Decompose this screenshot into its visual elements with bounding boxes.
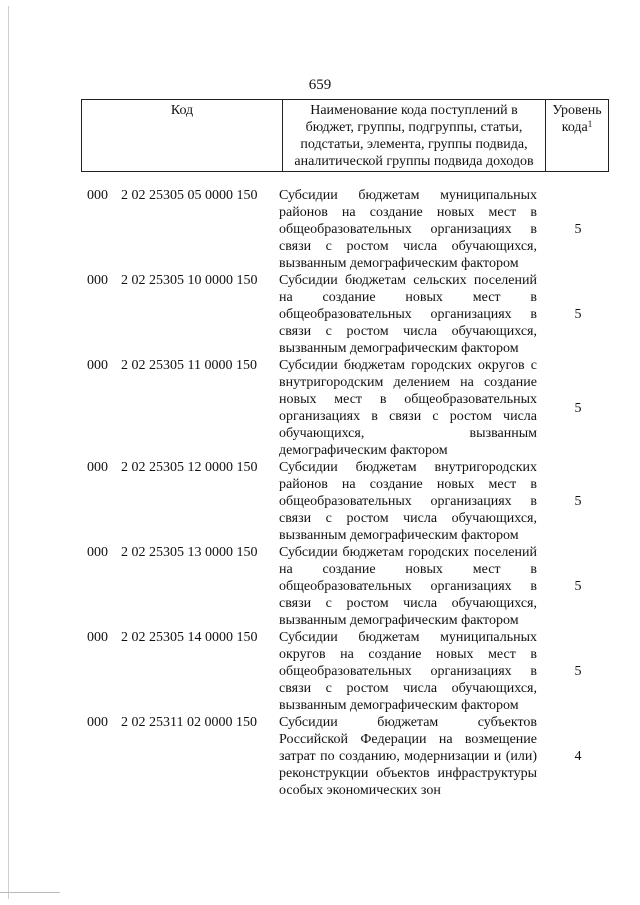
row-code: 2 02 25305 05 0000 150 bbox=[121, 188, 258, 203]
table-row bbox=[81, 272, 609, 357]
page-number: 659 bbox=[308, 77, 332, 93]
page-bottom-line bbox=[0, 892, 60, 893]
row-prefix: 000 bbox=[87, 630, 108, 645]
row-level: 5 bbox=[574, 400, 582, 416]
row-level: 5 bbox=[574, 307, 582, 322]
row-level: 5 bbox=[574, 494, 582, 509]
row-prefix: 000 bbox=[87, 545, 108, 560]
row-prefix: 000 bbox=[87, 188, 108, 203]
table-row bbox=[81, 187, 609, 272]
table-row bbox=[81, 629, 609, 714]
row-name: Субсидии бюджетам городских поселений на создание новых мест в общеобразовательных организациях в связи с ростом числа обучающихся, вызванным демографическим фактором bbox=[279, 545, 537, 628]
table-body bbox=[81, 187, 609, 799]
row-name: Субсидии бюджетам субъектов Российской Федерации на возмещение затрат по созданию, модернизации и (или) реконструкции объектов инфраструктуры особых экономических зон bbox=[279, 715, 537, 798]
table-row bbox=[81, 544, 609, 629]
row-code: 2 02 25305 12 0000 150 bbox=[121, 460, 258, 475]
row-code: 2 02 25305 13 0000 150 bbox=[121, 545, 258, 560]
row-prefix: 000 bbox=[87, 715, 108, 730]
row-code: 2 02 25305 10 0000 150 bbox=[121, 273, 258, 288]
row-level: 5 bbox=[574, 222, 582, 237]
row-level: 5 bbox=[574, 664, 582, 679]
row-prefix: 000 bbox=[87, 460, 108, 475]
footnote-mark: 1 bbox=[587, 119, 593, 129]
header-level-label: Уровень кода bbox=[552, 103, 602, 135]
table-row bbox=[81, 357, 609, 459]
row-level: 5 bbox=[574, 579, 582, 594]
table-header bbox=[81, 99, 609, 172]
table-row bbox=[81, 714, 609, 799]
row-name: Субсидии бюджетам городских округов с внутригородским делением на создание новых мест в общеобразовательных организациях в связи с ростом числа обучающихся, вызванным демографическим фактором bbox=[279, 358, 537, 458]
header-name: Наименование кода поступлений в бюджет, группы, подгруппы, статьи, подстатьи, элемента, группы подвида, аналитической группы подвида доходов bbox=[283, 100, 546, 172]
row-code: 2 02 25311 02 0000 150 bbox=[121, 715, 257, 730]
header-code: Код bbox=[82, 100, 283, 172]
row-name: Субсидии бюджетам муниципальных районов на создание новых мест в общеобразовательных организациях в связи с ростом числа обучающихся, вызванным демографическим фактором bbox=[279, 188, 537, 271]
row-name: Субсидии бюджетам муниципальных округов на создание новых мест в общеобразовательных организациях в связи с ростом числа обучающихся, вызванным демографическим фактором bbox=[279, 630, 537, 713]
page-edge bbox=[8, 6, 9, 899]
row-code: 2 02 25305 11 0000 150 bbox=[121, 358, 257, 373]
table-row bbox=[81, 459, 609, 544]
row-prefix: 000 bbox=[87, 358, 108, 373]
row-name: Субсидии бюджетам внутригородских районов на создание новых мест в общеобразовательных организациях в связи с ростом числа обучающихся, вызванным демографическим фактором bbox=[279, 460, 537, 543]
row-prefix: 000 bbox=[87, 273, 108, 288]
row-code: 2 02 25305 14 0000 150 bbox=[121, 630, 258, 645]
row-name: Субсидии бюджетам сельских поселений на создание новых мест в общеобразовательных организациях в связи с ростом числа обучающихся, вызванным демографическим фактором bbox=[279, 273, 537, 356]
row-level: 4 bbox=[574, 749, 582, 764]
header-level bbox=[546, 100, 609, 172]
